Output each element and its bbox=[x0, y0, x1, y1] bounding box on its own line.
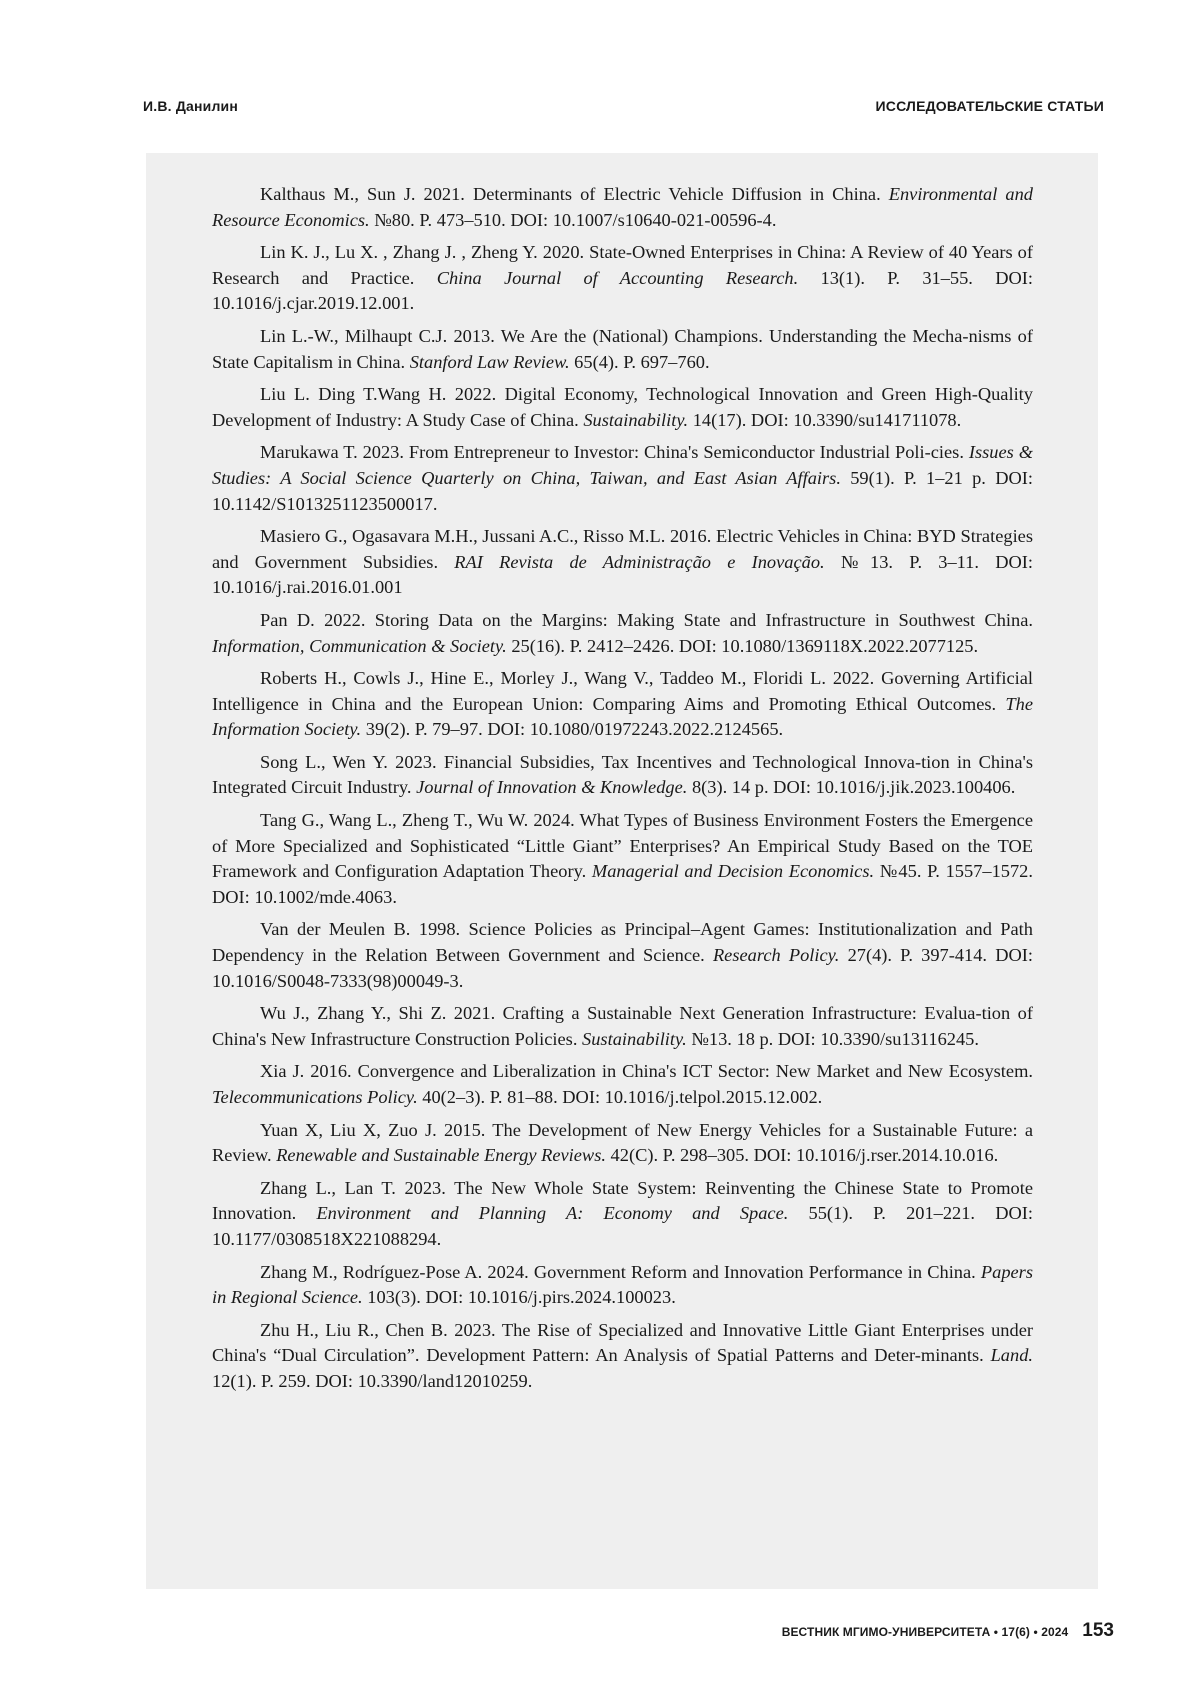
reference-item bbox=[212, 382, 1033, 433]
reference-item bbox=[212, 1118, 1033, 1169]
reference-details: №13. 18 p. DOI: 10.3390/su13116245. bbox=[687, 1029, 979, 1049]
page-footer bbox=[782, 1620, 1114, 1642]
reference-details: 59(1). P. 1–21 p. DOI: 10.1142/S1013251123500017. bbox=[212, 468, 1033, 514]
reference-item bbox=[212, 1059, 1033, 1110]
reference-authors-title: Pan D. 2022. Storing Data on the Margins: Making State and Infrastructure in Southwest China. bbox=[260, 610, 1033, 630]
footer-journal-name: ВЕСТНИК МГИМО-УНИВЕРСИТЕТА • 17(6) • 2024 bbox=[782, 1625, 1069, 1639]
reference-authors-title: Marukawa T. 2023. From Entrepreneur to Investor: China's Semiconductor Industrial Poli-cies. bbox=[260, 442, 969, 462]
reference-item bbox=[212, 324, 1033, 375]
author-name: И.В. Данилин bbox=[143, 98, 238, 114]
references-list bbox=[212, 182, 1033, 1402]
reference-journal: Environmental and Resource Economics. bbox=[212, 184, 1033, 230]
reference-journal: Papers in Regional Science. bbox=[212, 1262, 1033, 1308]
reference-authors-title: Van der Meulen B. 1998. Science Policies as Principal–Agent Games: Institutionalization and Path Dependency in the Relation Between Government and Science. bbox=[212, 919, 1033, 965]
reference-journal: Environment and Planning A: Economy and Space. bbox=[316, 1203, 788, 1223]
reference-journal: Stanford Law Review. bbox=[410, 352, 570, 372]
reference-journal: Information, Communication & Society. bbox=[212, 636, 507, 656]
reference-item bbox=[212, 750, 1033, 801]
reference-details: 42(C). P. 298–305. DOI: 10.1016/j.rser.2014.10.016. bbox=[606, 1145, 998, 1165]
reference-journal: Renewable and Sustainable Energy Reviews. bbox=[276, 1145, 606, 1165]
reference-authors-title: Kalthaus M., Sun J. 2021. Determinants of Electric Vehicle Diffusion in China. bbox=[260, 184, 889, 204]
reference-details: 25(16). P. 2412–2426. DOI: 10.1080/1369118X.2022.2077125. bbox=[507, 636, 978, 656]
reference-authors-title: Lin L.-W., Milhaupt C.J. 2013. We Are the (National) Champions. Understanding the Mecha-nisms of State Capitalism in China. bbox=[212, 326, 1033, 372]
reference-item bbox=[212, 524, 1033, 601]
reference-item bbox=[212, 666, 1033, 743]
reference-item bbox=[212, 608, 1033, 659]
reference-details: №13. P. 3–11. DOI: 10.1016/j.rai.2016.01.001 bbox=[212, 552, 1033, 598]
reference-authors-title: Xia J. 2016. Convergence and Liberalization in China's ICT Sector: New Market and New Ecosystem. bbox=[260, 1061, 1033, 1081]
reference-item bbox=[212, 182, 1033, 233]
reference-authors-title: Zhu H., Liu R., Chen B. 2023. The Rise of Specialized and Innovative Little Giant Enterprises under China's “Dual Circulation”. Development Pattern: An Analysis of Spatial Patterns and Deter-minants. bbox=[212, 1320, 1033, 1366]
reference-journal: China Journal of Accounting Research. bbox=[437, 268, 798, 288]
reference-journal: Land. bbox=[991, 1345, 1033, 1365]
reference-item bbox=[212, 1176, 1033, 1253]
reference-journal: Issues & Studies: A Social Science Quarterly on China, Taiwan, and East Asian Affairs. bbox=[212, 442, 1033, 488]
running-head bbox=[143, 98, 1104, 122]
reference-authors-title: Zhang M., Rodríguez-Pose A. 2024. Government Reform and Innovation Performance in China. bbox=[260, 1262, 981, 1282]
reference-authors-title: Masiero G., Ogasavara M.H., Jussani A.C., Risso M.L. 2016. Electric Vehicles in China: BYD Strategies and Government Subsidies. bbox=[212, 526, 1033, 572]
reference-item bbox=[212, 1318, 1033, 1395]
reference-authors-title: Liu L. Ding T.Wang H. 2022. Digital Economy, Technological Innovation and Green High-Quality Development of Industry: A Study Case of China. bbox=[212, 384, 1033, 430]
reference-authors-title: Lin K. J., Lu X. , Zhang J. , Zheng Y. 2020. State-Owned Enterprises in China: A Review of 40 Years of Research and Practice. bbox=[212, 242, 1033, 288]
reference-journal: Sustainability. bbox=[582, 1029, 687, 1049]
reference-journal: Journal of Innovation & Knowledge. bbox=[416, 777, 687, 797]
reference-authors-title: Roberts H., Cowls J., Hine E., Morley J., Wang V., Taddeo M., Floridi L. 2022. Governing Artificial Intelligence in China and the European Union: Comparing Aims and Promoting Ethical Outcomes. bbox=[212, 668, 1033, 714]
reference-item bbox=[212, 1001, 1033, 1052]
reference-details: 27(4). P. 397-414. DOI: 10.1016/S0048-7333(98)00049-3. bbox=[212, 945, 1033, 991]
reference-item bbox=[212, 240, 1033, 317]
reference-authors-title: Wu J., Zhang Y., Shi Z. 2021. Crafting a Sustainable Next Generation Infrastructure: Evalua-tion of China's New Infrastructure Construction Policies. bbox=[212, 1003, 1033, 1049]
reference-details: 8(3). 14 p. DOI: 10.1016/j.jik.2023.100406. bbox=[687, 777, 1015, 797]
reference-item bbox=[212, 440, 1033, 517]
reference-authors-title: Yuan X, Liu X, Zuo J. 2015. The Development of New Energy Vehicles for a Sustainable Future: a Review. bbox=[212, 1120, 1033, 1166]
reference-journal: Managerial and Decision Economics. bbox=[592, 861, 874, 881]
reference-details: 12(1). P. 259. DOI: 10.3390/land12010259. bbox=[212, 1371, 532, 1391]
reference-authors-title: Zhang L., Lan T. 2023. The New Whole State System: Reinventing the Chinese State to Promote Innovation. bbox=[212, 1178, 1033, 1224]
reference-journal: RAI Revista de Administração e Inovação. bbox=[454, 552, 824, 572]
reference-details: 65(4). P. 697–760. bbox=[570, 352, 710, 372]
reference-details: №45. P. 1557–1572. DOI: 10.1002/mde.4063. bbox=[212, 861, 1033, 907]
reference-authors-title: Song L., Wen Y. 2023. Financial Subsidies, Tax Incentives and Technological Innova-tion in China's Integrated Circuit Industry. bbox=[212, 752, 1033, 798]
reference-details: 103(3). DOI: 10.1016/j.pirs.2024.100023. bbox=[363, 1287, 676, 1307]
reference-details: 13(1). P. 31–55. DOI: 10.1016/j.cjar.2019.12.001. bbox=[212, 268, 1033, 314]
references-panel bbox=[146, 153, 1098, 1589]
reference-authors-title: Tang G., Wang L., Zheng T., Wu W. 2024. What Types of Business Environment Fosters the Emergence of More Specialized and Sophisticated “Little Giant” Enterprises? An Empirical Study Based on the TOE Framework and Configuration Adaptation Theory. bbox=[212, 810, 1033, 881]
page-number: 153 bbox=[1082, 1620, 1114, 1642]
reference-journal: Telecommunications Policy. bbox=[212, 1087, 418, 1107]
reference-item bbox=[212, 917, 1033, 994]
reference-item bbox=[212, 1260, 1033, 1311]
reference-details: 55(1). P. 201–221. DOI: 10.1177/0308518X221088294. bbox=[212, 1203, 1033, 1249]
reference-details: №80. P. 473–510. DOI: 10.1007/s10640-021-00596-4. bbox=[370, 210, 777, 230]
section-title: ИССЛЕДОВАТЕЛЬСКИЕ СТАТЬИ bbox=[876, 98, 1104, 114]
reference-journal: Sustainability. bbox=[583, 410, 688, 430]
reference-details: 39(2). P. 79–97. DOI: 10.1080/01972243.2022.2124565. bbox=[361, 719, 783, 739]
reference-journal: The Information Society. bbox=[212, 694, 1033, 740]
reference-item bbox=[212, 808, 1033, 910]
reference-details: 14(17). DOI: 10.3390/su141711078. bbox=[688, 410, 961, 430]
reference-details: 40(2–3). P. 81–88. DOI: 10.1016/j.telpol.2015.12.002. bbox=[418, 1087, 823, 1107]
reference-journal: Research Policy. bbox=[713, 945, 839, 965]
